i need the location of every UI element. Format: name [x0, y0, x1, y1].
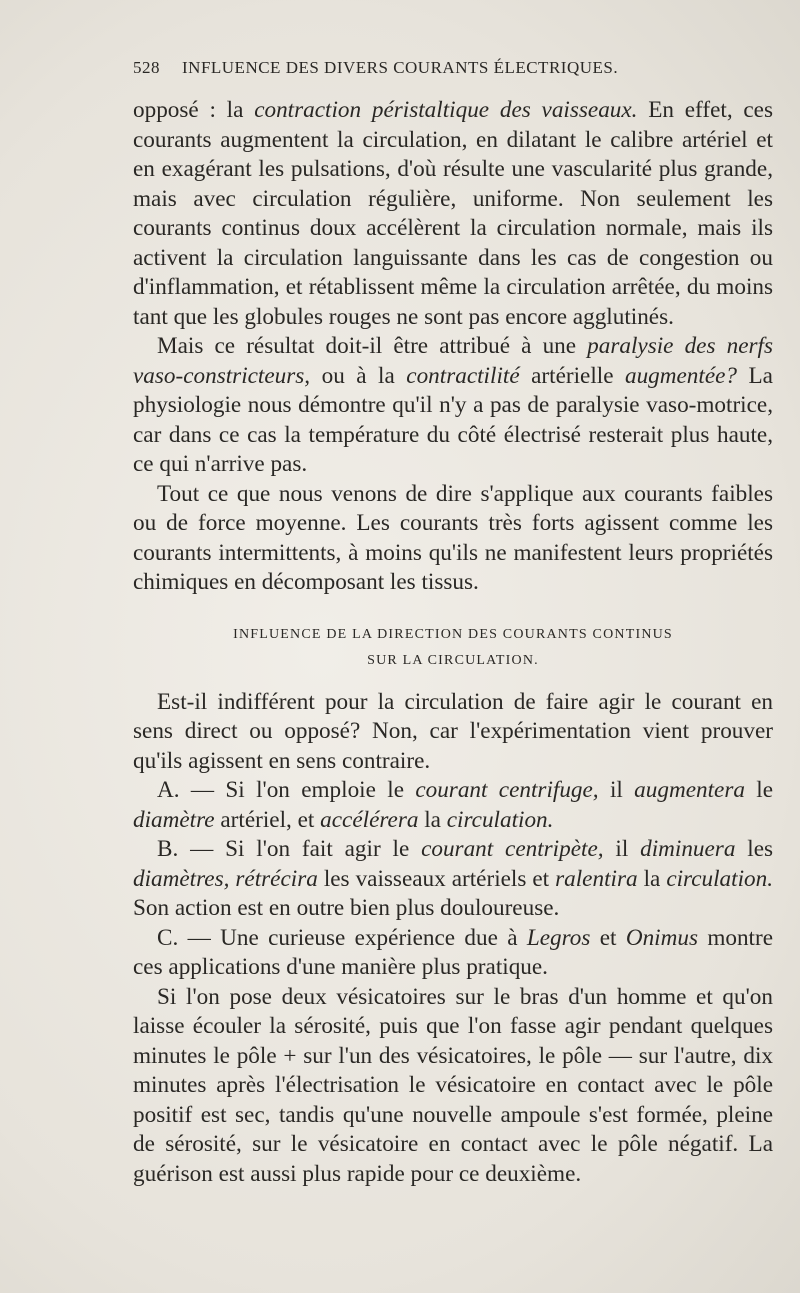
text-run: et [590, 924, 626, 951]
text-run: les [735, 836, 774, 862]
paragraph-1 [133, 96, 773, 332]
text-run: les vaisseaux artériels et [317, 865, 556, 892]
italic-run: paralysie des nerfs vaso-constricteurs, [133, 333, 773, 389]
section-heading-line-2: SUR LA CIRCULATION. [367, 652, 539, 668]
paragraph-5 [133, 776, 773, 835]
text-run: il [598, 777, 635, 803]
italic-run: augmentée? [624, 362, 738, 389]
italic-run: ralentira [555, 865, 638, 892]
italic-run: contraction péristaltique des vaisseaux. [254, 97, 638, 123]
running-title: INFLUENCE DES DIVERS COURANTS ÉLECTRIQUES. [182, 58, 619, 77]
text-run: Si l'on pose deux vésicatoires sur le bras d'un homme et qu'on laisse écouler la sérosité, puis que l'on fasse agir pendant quelques minutes le pôle + sur l'un des vésicatoires, le pôle — sur l'autre, dix minutes après l'électrisation le vésicatoire en contact avec le pôle positif est sec, tandis qu'une nouvelle ampoule s'est formée, pleine de sérosité, sur le vésicatoire en contact avec le pôle négatif. La guérison est aussi plus rapide pour ce deuxième. [133, 983, 773, 1187]
text-run: Tout ce que nous venons de dire s'applique aux courants faibles ou de force moyenne. Les courants très forts agissent comme les courants intermittents, à moins qu'ils ne manifestent leurs propriétés chimiques en décomposant les tissus. [133, 480, 773, 595]
italic-run: circulation. [446, 806, 554, 833]
text-run: artériel, et [214, 806, 321, 833]
italic-run: augmentera [634, 777, 745, 803]
text-run: artérielle [519, 362, 625, 389]
italic-run: courant centrifuge, [415, 777, 599, 803]
section-heading-line-1: INFLUENCE DE LA DIRECTION DES COURANTS CONTINUS [233, 626, 673, 642]
text-run: La physiologie nous démontre qu'il n'y a pas de paralysie vaso-motrice, car dans ce cas la température du côté électrisé resterait plus haute, ce qui n'arrive pas. [133, 362, 773, 477]
paragraph-8 [133, 983, 773, 1190]
italic-run: Onimus [625, 924, 698, 951]
body-text [133, 96, 773, 1189]
italic-run: accélérera [320, 806, 419, 833]
text-run: Mais ce résultat doit-il être attribué à une [157, 333, 588, 359]
text-run: ou à la [310, 362, 407, 389]
section-heading [133, 622, 773, 674]
paragraph-7 [133, 924, 773, 983]
text-run: la [418, 806, 447, 833]
italic-run: circulation. [666, 865, 773, 892]
text-run: montre ces applications d'une manière plus pratique. [133, 924, 773, 980]
text-run: C. — Une curieuse expérience due à [157, 924, 527, 951]
italic-run: diminuera [640, 836, 736, 862]
running-header [133, 58, 733, 78]
italic-run: contractilité [406, 362, 520, 389]
text-run: il [603, 836, 641, 862]
paragraph-4 [133, 688, 773, 777]
italic-run: Legros [526, 924, 591, 951]
text-run: le [744, 777, 774, 803]
text-run: En effet, ces courants augmentent la circulation, en dilatant le calibre artériel et en exagérant les pulsations, d'où résulte une vascularité plus grande, mais avec circulation régulière, uniforme. Non seulement les courants continus doux accélèrent la circulation normale, mais ils activent la circulation languissante dans les cas de congestion ou d'inflammation, et rétablissent même la circulation arrêtée, du moins tant que les globules rouges ne sont pas encore agglutinés. [133, 97, 773, 330]
paragraph-6 [133, 835, 773, 924]
text-run: B. — Si l'on fait agir le [157, 836, 422, 862]
page-number: 528 [133, 58, 160, 77]
paragraph-2 [133, 332, 773, 480]
text-run: Est-il indifférent pour la circulation de faire agir le courant en sens direct ou opposé? Non, car l'expérimentation vient prouver qu'ils agissent en sens contraire. [133, 688, 773, 774]
italic-run: diamètres, [133, 865, 230, 892]
italic-run: rétrécira [235, 865, 318, 892]
text-run: Son action est en outre bien plus douloureuse. [133, 895, 560, 921]
text-run: la [637, 865, 667, 892]
italic-run: courant centripète, [421, 836, 604, 862]
text-run: opposé : la [133, 97, 255, 123]
paragraph-3 [133, 480, 773, 598]
text-run: A. — Si l'on emploie le [157, 777, 416, 803]
italic-run: diamètre [133, 806, 215, 833]
